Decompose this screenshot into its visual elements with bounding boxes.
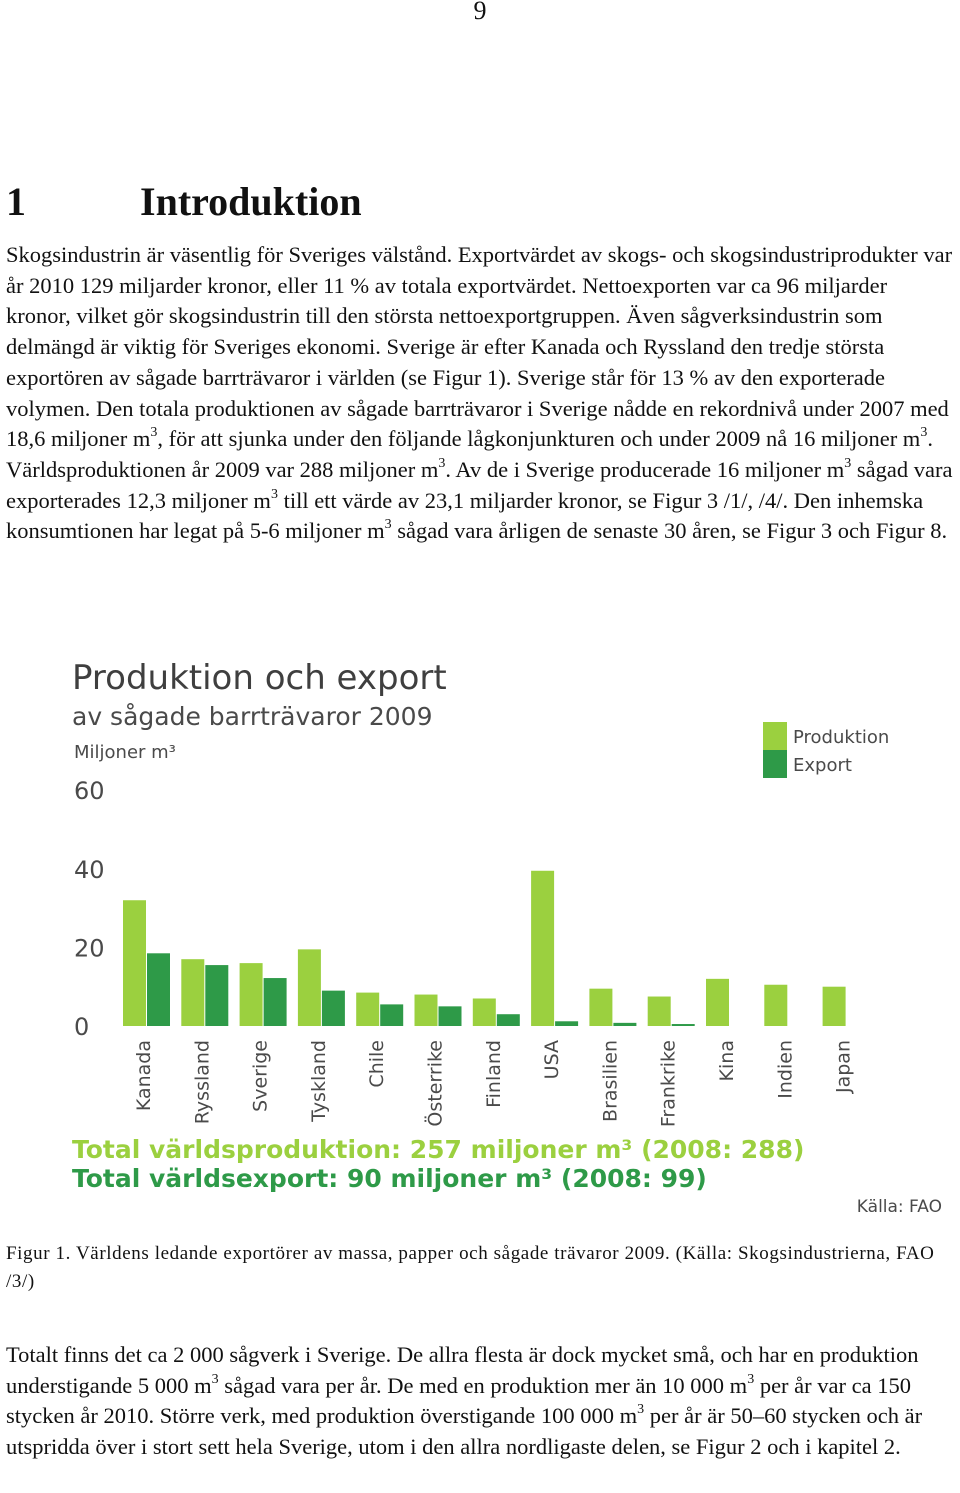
y-tick-labels (74, 777, 105, 1041)
section-number: 1 (6, 179, 26, 224)
after-text-2: sågad vara per år. De med en produktion mer än 10 000 m (218, 1372, 748, 1398)
x-tick-label: Frankrike (657, 1040, 680, 1128)
intro-text-1: Skogsindustrin är väsentlig för Sveriges välstånd. Exportvärdet av skogs- och skogsindustriprodukter var år 2010 129 miljarder kronor, eller 11 % av totala exportvärdet. Nettoexporten var ca 96 miljarder kronor, vilket gör skogsindustrin till den största nettoexportgruppen. Även sågverksindustrin som delmängd är viktig för Sveriges ekonomi. Sverige är efter Kanada och Ryssland den tredje största exportören av sågade barrträvaror i världen (se Figur 1). Sverige står för 13 % av den exporterade volymen. Den totala produktionen av sågade barrträvaror i Sverige nådde en rekordnivå under 2007 med 18,6 miljoner m (6, 242, 953, 452)
intro-text-7: sågad vara årligen de senaste 30 åren, se Figur 3 och Figur 8. (391, 518, 948, 544)
bar-export (555, 1021, 578, 1026)
bar-export (147, 953, 170, 1026)
bar-export (672, 1024, 695, 1026)
bar-export (322, 991, 345, 1026)
superscript: 3 (637, 1402, 645, 1418)
x-tick-label: USA (541, 1040, 564, 1080)
x-tick-label: Chile (366, 1040, 389, 1088)
superscript: 3 (384, 517, 392, 533)
legend-label: Export (793, 755, 852, 776)
bar-export (497, 1014, 520, 1026)
section-heading (6, 178, 362, 225)
x-tick-label: Tyskland (307, 1040, 330, 1122)
bar-produktion (473, 998, 496, 1026)
y-tick-label: 20 (74, 934, 105, 963)
superscript: 3 (270, 486, 278, 502)
bar-export (613, 1023, 636, 1026)
intro-text-5: sågad vara exporterades 12,3 miljoner m (6, 456, 953, 513)
x-tick-label: Österrike (424, 1040, 447, 1127)
x-tick-label: Ryssland (191, 1040, 214, 1125)
bar-produktion (181, 959, 204, 1026)
bar-produktion (764, 985, 787, 1026)
legend-label: Produktion (793, 727, 890, 748)
after-text-3: per år var ca 150 stycken år 2010. Större verk, med produktion överstigande 100 000 m (6, 1372, 911, 1429)
bar-produktion (240, 963, 263, 1026)
bar-produktion (823, 987, 846, 1026)
bars (123, 871, 846, 1026)
x-tick-labels (133, 1040, 855, 1127)
x-tick-label: Japan (832, 1040, 855, 1093)
bar-export (264, 978, 287, 1026)
total-export: Total världsexport: 90 miljoner m³ (2008: 99) (72, 1164, 707, 1193)
intro-text-2: , för att sjunka under den följande lågkonjunkturen och under 2009 nå 16 miljoner m (157, 426, 921, 452)
section-title: Introduktion (140, 179, 362, 224)
bar-produktion (648, 997, 671, 1026)
x-tick-label: Finland (482, 1040, 505, 1108)
sawmill-paragraph (6, 1340, 956, 1463)
y-axis-label: Miljoner m³ (74, 742, 176, 763)
page-number: 9 (473, 0, 487, 25)
bar-produktion (531, 871, 554, 1026)
bar-produktion (415, 995, 438, 1026)
bar-produktion (123, 900, 146, 1026)
y-tick-label: 0 (74, 1013, 90, 1041)
superscript: 3 (150, 425, 158, 441)
bar-produktion (298, 949, 321, 1026)
chart-source: Källa: FAO (856, 1197, 942, 1217)
total-production: Total världsproduktion: 257 miljoner m³ (2008: 288) (72, 1135, 805, 1164)
x-tick-label: Indien (774, 1040, 797, 1099)
legend-swatch (763, 750, 787, 778)
bar-export (439, 1006, 462, 1026)
after-text-1: Totalt finns det ca 2 000 sågverk i Sverige. De allra flesta är dock mycket små, och har en produktion understigande 5 000 m (6, 1342, 919, 1398)
x-tick-label: Kina (716, 1040, 738, 1082)
superscript: 3 (747, 1371, 755, 1387)
x-tick-label: Sverige (249, 1040, 272, 1112)
superscript: 3 (438, 455, 446, 471)
bar-produktion (356, 993, 379, 1026)
chart-subtitle: av sågade barrträvaror 2009 (72, 702, 433, 731)
production-export-chart (60, 652, 960, 1227)
bar-export (205, 965, 228, 1026)
x-tick-label: Brasilien (599, 1040, 622, 1122)
chart-title: Produktion och export (72, 658, 447, 698)
bar-produktion (589, 989, 612, 1026)
legend (763, 722, 889, 778)
figure-caption: Figur 1. Världens ledande exportörer av massa, papper och sågade trävaror 2009. (Källa: Skogsindustrierna, FAO /3/) (6, 1243, 935, 1292)
y-tick-label: 40 (74, 855, 105, 884)
legend-swatch (763, 722, 787, 750)
intro-paragraph (6, 240, 956, 547)
bar-export (380, 1004, 403, 1026)
intro-text-6: till ett värde av 23,1 miljarder kronor, se Figur 3 /1/, /4/. Den inhemska konsumtionen har legat på 5-6 miljoner m (6, 487, 924, 544)
superscript: 3 (211, 1371, 219, 1387)
superscript: 3 (844, 455, 852, 471)
intro-text-3: . Världsproduktionen år 2009 var 288 miljoner m (6, 426, 933, 482)
superscript: 3 (920, 425, 928, 441)
bar-produktion (706, 979, 729, 1026)
y-tick-label: 60 (74, 777, 105, 806)
intro-text-4: . Av de i Sverige producerade 16 miljoner m (445, 456, 845, 482)
x-tick-label: Kanada (133, 1040, 155, 1112)
after-text-4: per år är 50–60 stycken och är utspridda över i stort sett hela Sverige, utom i den allra nordligaste delen, se Figur 2 och i kapitel 2. (6, 1403, 923, 1460)
